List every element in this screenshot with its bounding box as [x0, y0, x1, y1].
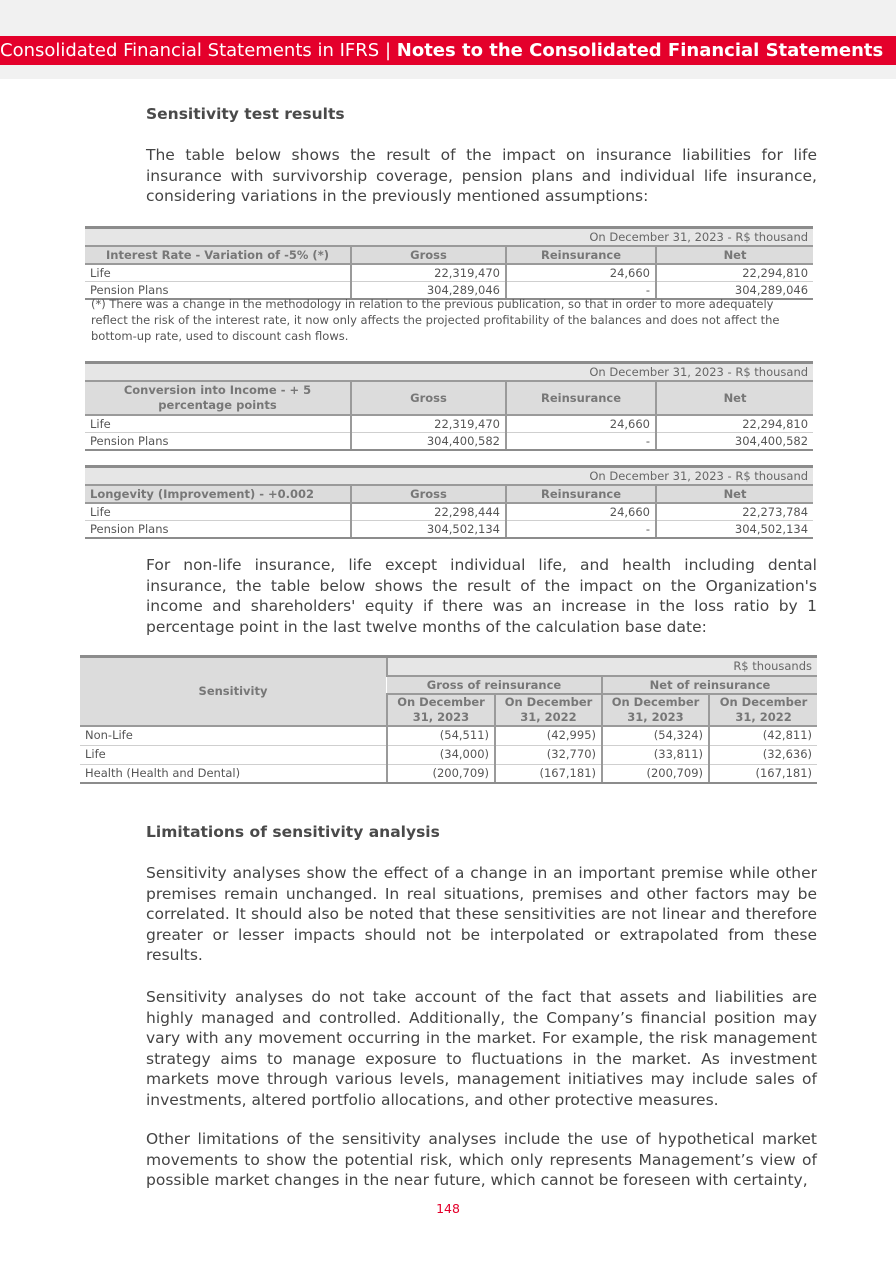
- table-row: [80, 764, 817, 783]
- interest-rate-table: [85, 226, 813, 300]
- table-row: [85, 415, 813, 433]
- limitations-paragraph-2: Sensitivity analyses do not take account of the fact that assets and liabilities are highly managed and controlled. Additionally, the Company’s financial position may vary with any movement occurring in the market. For example, the risk management strategy aims to manage exposure to fluctuations in the market. As investment markets move through various levels, management initiatives may include sales of investments, altered portfolio allocations, and other protective measures.: [146, 988, 817, 1109]
- cell-value: (54,324): [602, 726, 709, 745]
- date-header: On December 31, 2022: [495, 694, 602, 726]
- cell-gross: 304,400,582: [351, 433, 506, 451]
- table-caption: R$ thousands: [387, 657, 817, 677]
- group-header: Gross of reinsurance: [387, 676, 602, 694]
- table-row: [80, 745, 817, 764]
- limitations-paragraph-3: Other limitations of the sensitivity analyses include the use of hypothetical market movements to show the potential risk, which only represents Management’s view of possible market changes in the near future, which cannot be foreseen with certainty,: [146, 1130, 817, 1190]
- header-underline: [0, 65, 896, 79]
- cell-value: (200,709): [602, 764, 709, 783]
- table-caption: On December 31, 2023 - R$ thousand: [85, 467, 813, 486]
- cell-value: (42,995): [495, 726, 602, 745]
- column-header: Gross: [351, 485, 506, 503]
- column-header: Reinsurance: [506, 246, 656, 264]
- table-caption: On December 31, 2023 - R$ thousand: [85, 228, 813, 247]
- cell-gross: 304,502,134: [351, 521, 506, 539]
- date-header: On December 31, 2023: [387, 694, 495, 726]
- cell-value: (167,181): [709, 764, 817, 783]
- cell-value: (200,709): [387, 764, 495, 783]
- cell-value: (32,636): [709, 745, 817, 764]
- table-row: [80, 726, 817, 745]
- heading-sensitivity: Sensitivity test results: [146, 105, 345, 123]
- group-header: Net of reinsurance: [602, 676, 817, 694]
- cell-value: (54,511): [387, 726, 495, 745]
- cell-net: 22,294,810: [656, 415, 813, 433]
- cell-net: 22,273,784: [656, 503, 813, 521]
- cell-net: 304,289,046: [656, 282, 813, 300]
- date-header: On December 31, 2022: [709, 694, 817, 726]
- table-row: [85, 521, 813, 539]
- column-header: Net: [656, 381, 813, 415]
- row-label: Life: [85, 415, 351, 433]
- column-header: Reinsurance: [506, 381, 656, 415]
- column-header: Reinsurance: [506, 485, 656, 503]
- intro-paragraph: The table below shows the result of the impact on insurance liabilities for life insurance with survivorship coverage, pension plans and individual life insurance, considering variations in the previously mentioned assumptions:: [146, 146, 817, 206]
- cell-gross: 304,289,046: [351, 282, 506, 300]
- cell-reinsurance: -: [506, 521, 656, 539]
- table-row: [85, 503, 813, 521]
- cell-value: (167,181): [495, 764, 602, 783]
- cell-reinsurance: -: [506, 282, 656, 300]
- limitations-paragraph-1: Sensitivity analyses show the effect of a change in an important premise while other premises remain unchanged. In real situations, premises and other factors may be correlated. It should also be noted that these sensitivities are not linear and therefore greater or lesser impacts should not be interpolated or extrapolated from these results.: [146, 864, 817, 965]
- column-header: Net: [656, 246, 813, 264]
- cell-net: 22,294,810: [656, 264, 813, 282]
- page-number: 148: [436, 1201, 460, 1216]
- cell-value: (32,770): [495, 745, 602, 764]
- cell-net: 304,400,582: [656, 433, 813, 451]
- cell-net: 304,502,134: [656, 521, 813, 539]
- table-caption: On December 31, 2023 - R$ thousand: [85, 363, 813, 382]
- nonlife-paragraph: For non-life insurance, life except individual life, and health including dental insurance, the table below shows the result of the impact on the Organization's income and shareholders' equity if there was an increase in the loss ratio by 1 percentage point in the last twelve months of the calculation base date:: [146, 556, 817, 636]
- cell-reinsurance: 24,660: [506, 264, 656, 282]
- longevity-table: [85, 465, 813, 539]
- cell-value: (33,811): [602, 745, 709, 764]
- column-header: Longevity (Improvement) - +0.002: [85, 485, 351, 503]
- header-title: Notes to the Consolidated Financial Statements: [396, 40, 884, 61]
- conversion-income-table: [85, 361, 813, 451]
- row-label: Pension Plans: [85, 282, 351, 300]
- column-header: Gross: [351, 246, 506, 264]
- row-label: Life: [80, 745, 387, 764]
- table-footnote: (*) There was a change in the methodology in relation to the previous publication, so that in order to more adequately reflect the risk of the interest rate, it now only affects the projected profitability of the balances and does not affect the bottom-up rate, used to discount cash flows.: [91, 297, 780, 343]
- cell-gross: 22,319,470: [351, 415, 506, 433]
- table-row: [85, 264, 813, 282]
- row-header: Sensitivity: [80, 657, 387, 727]
- date-header: On December 31, 2023: [602, 694, 709, 726]
- page-header-banner: [0, 36, 896, 65]
- row-label: Life: [85, 503, 351, 521]
- cell-value: (34,000): [387, 745, 495, 764]
- cell-reinsurance: -: [506, 433, 656, 451]
- column-header: Net: [656, 485, 813, 503]
- row-label: Health (Health and Dental): [80, 764, 387, 783]
- cell-reinsurance: 24,660: [506, 415, 656, 433]
- heading-limitations: Limitations of sensitivity analysis: [146, 823, 440, 841]
- table-row: [85, 433, 813, 451]
- column-header: Gross: [351, 381, 506, 415]
- header-section: Consolidated Financial Statements in IFRS: [0, 40, 380, 61]
- row-label: Non-Life: [80, 726, 387, 745]
- cell-gross: 22,319,470: [351, 264, 506, 282]
- loss-ratio-sensitivity-table: [80, 655, 817, 784]
- header-separator: |: [384, 40, 392, 61]
- row-label: Life: [85, 264, 351, 282]
- cell-gross: 22,298,444: [351, 503, 506, 521]
- cell-reinsurance: 24,660: [506, 503, 656, 521]
- row-label: Pension Plans: [85, 521, 351, 539]
- row-label: Pension Plans: [85, 433, 351, 451]
- column-header: Interest Rate - Variation of -5% (*): [85, 246, 351, 264]
- cell-value: (42,811): [709, 726, 817, 745]
- column-header: Conversion into Income - + 5 percentage points: [85, 381, 351, 415]
- top-margin: [0, 0, 896, 36]
